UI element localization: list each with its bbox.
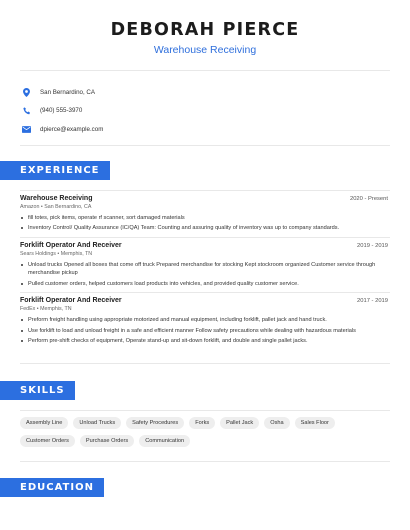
contact-phone-text: (940) 555-3970: [40, 107, 83, 114]
job-company: FedEx: [20, 306, 36, 313]
candidate-title: Warehouse Receiving: [153, 44, 257, 56]
job-bullet: Perform pre-shift checks of equipment, Operate stand-up and sit-down forklift, and double and single pallet jacks.: [20, 337, 388, 345]
job-bullet: Use forklift to load and unload freight in a safe and efficient manner Follow safety precautions while dealing with hazardous materials: [20, 327, 388, 335]
job-title: Warehouse Receiving: [20, 194, 93, 202]
contact-phone: [22, 102, 410, 120]
skills-heading: SKILLS: [0, 381, 75, 400]
job-company: Sears Holdings: [20, 251, 56, 258]
skill-chip: Osha: [264, 417, 289, 429]
skill-chip: Safety Procedures: [126, 417, 184, 429]
skill-chip: Forks: [189, 417, 215, 429]
job-company-location: FedEx • Memphis, TN: [20, 306, 72, 313]
job-company: Amazon: [20, 204, 40, 210]
contact-list: [0, 71, 410, 145]
email-icon: [22, 125, 31, 134]
job-bullets: [20, 261, 388, 288]
skill-chip: Customer Orders: [20, 435, 75, 447]
job-company-location: Sears Holdings • Memphis, TN: [20, 251, 93, 258]
job-location: San Bernardino, CA: [44, 204, 92, 210]
job-location: Memphis, TN: [40, 306, 72, 313]
job-title: Forklift Operator And Receiver: [20, 241, 122, 249]
skill-chip: Assembly Line: [20, 417, 68, 429]
job-bullets: [20, 316, 388, 345]
job-title: Forklift Operator And Receiver: [20, 296, 122, 304]
job-dates: 2017 - 2019: [357, 297, 388, 304]
phone-icon: [22, 106, 31, 115]
education-section-header: [0, 478, 410, 497]
experience-section-header: [0, 161, 410, 180]
job-bullet: Pulled customer orders, helped customers load products into vehicles, and provided quality customer service.: [20, 280, 388, 288]
skill-chip: Sales Floor: [295, 417, 335, 429]
education-heading: EDUCATION: [0, 478, 104, 497]
job-company-location: Amazon • San Bernardino, CA: [20, 204, 92, 210]
skill-chip: Unload Trucks: [73, 417, 121, 429]
job-bullet: Inventory Control/ Quality Assurance (IC/QA) Team: Counting and assuring quality of inventory was up to company standards.: [20, 224, 388, 232]
experience-entry: [0, 297, 410, 345]
job-bullet: Unload trucks Opened all boxes that come off truck Prepared merchandise for stocking Kept stockroom organized Customer service through merchandise pickup: [20, 261, 388, 278]
job-bullets: [20, 214, 388, 233]
resume-header: [0, 0, 410, 56]
contact-location-text: San Bernardino, CA: [40, 88, 96, 96]
skill-chip: Communication: [139, 435, 190, 447]
job-bullet: Preform freight handling using appropriate motorized and manual equipment, including forklift, pallet jack and hand truck.: [20, 316, 388, 324]
location-pin-icon: [22, 88, 31, 97]
skill-chip: Pallet Jack: [220, 417, 259, 429]
experience-entry: [0, 195, 410, 233]
contact-location: [22, 83, 410, 101]
contact-email-text[interactable]: dpierce@example.com: [40, 125, 104, 133]
job-dates: 2019 - 2019: [357, 242, 388, 249]
experience-heading: EXPERIENCE: [0, 161, 110, 180]
contact-email[interactable]: [22, 120, 410, 138]
skills-section-header: [0, 381, 410, 400]
job-dates: 2020 - Present: [349, 195, 388, 202]
job-location: Memphis, TN: [60, 251, 93, 258]
experience-entry: [0, 242, 410, 288]
job-bullet: fill totes, pick items, operate rf scanner, sort damaged materials: [20, 214, 388, 222]
candidate-name: DEBORAH PIERCE: [110, 20, 300, 40]
skill-chip: Purchase Orders: [80, 435, 134, 447]
skills-list: [0, 417, 410, 453]
